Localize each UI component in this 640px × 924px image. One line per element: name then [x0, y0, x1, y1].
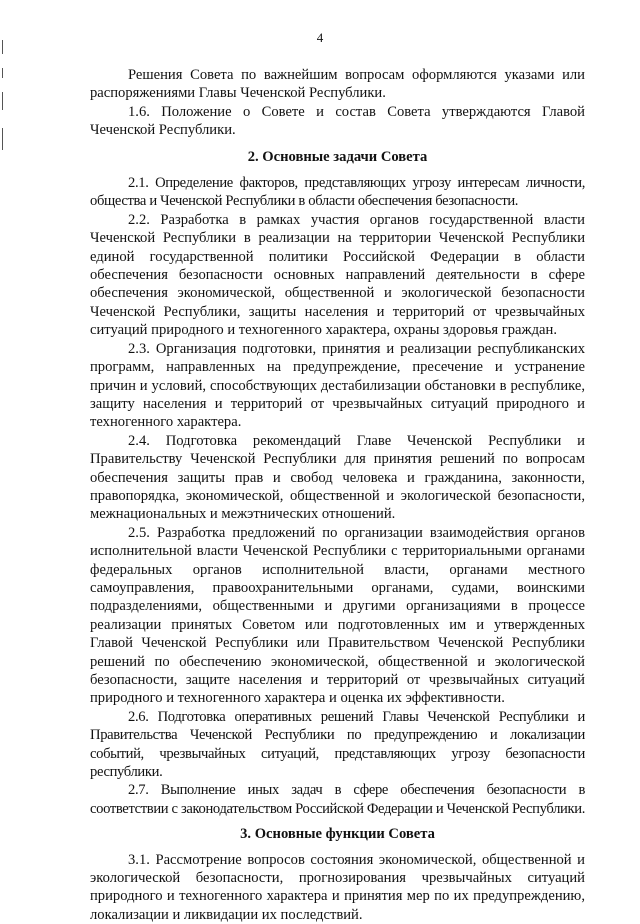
scan-margin-mark	[2, 40, 3, 54]
page-number: 4	[316, 30, 324, 45]
scan-margin-mark	[2, 68, 3, 78]
paragraph-1-6: 1.6. Положение о Совете и состав Совета утверждаются Главой Чеченской Республики.	[90, 103, 585, 139]
paragraph-2-2: 2.2. Разработка в рамках участия органов государственной власти Чеченской Республики в реализации на территории Чеченской Республики единой государственной политики Российской Федерации в области обеспечения безопасности основных направлений деятельности в сфере обеспечения экономической, общественной и экологической безопасности Чеченской Республики, защиты населения и территорий от чрезвычайных ситуаций природного и техногенного характера, охраны здоровья граждан.	[90, 211, 585, 339]
scan-margin-mark	[2, 128, 3, 150]
paragraph-2-4: 2.4. Подготовка рекомендаций Главе Чеченской Республики и Правительству Чеченской Республики для принятия решений по вопросам обеспечения защиты прав и свобод человека и гражданина, законности, правопорядка, экономической, общественной и экологической безопасности, межнациональных и межэтнических отношений.	[90, 432, 585, 523]
section-heading-2: 2. Основные задачи Совета	[247, 148, 428, 165]
paragraph-decisions: Решения Совета по важнейшим вопросам оформляются указами или распоряжениями Главы Чеченской Республики.	[90, 67, 585, 102]
scan-margin-mark	[2, 92, 3, 110]
paragraph-3-1: 3.1. Рассмотрение вопросов состояния экономической, общественной и экологической безопасности, прогнозирования чрезвычайных ситуаций природного и техногенного характера и принятия мер по их предупреждению, локализации и ликвидации их последствий.	[90, 851, 585, 923]
paragraph-2-1: 2.1. Определение факторов, представляющих угрозу интересам личности, общества и Чеченской Республики в области обеспечения безопасности.	[90, 175, 585, 210]
paragraph-2-6: 2.6. Подготовка оперативных решений Главы Чеченской Республики и Правительства Чеченской Республики по предупреждению и локализации событий, чрезвычайных ситуаций, представляющих угрозу безопасности республики.	[90, 708, 585, 781]
section-heading-3: 3. Основные функции Совета	[240, 826, 435, 843]
document-body	[90, 66, 585, 924]
paragraph-2-7: 2.7. Выполнение иных задач в сфере обеспечения безопасности в соответствии с законодательством Российской Федерации и Чеченской Республики.	[90, 782, 585, 817]
paragraph-2-5: 2.5. Разработка предложений по организации взаимодействия органов исполнительной власти Чеченской Республики с территориальными органами федеральных органов исполнительной власти, органами местного самоуправления, правоохранительными органами, судами, воинскими подразделениями, общественными и другими организациями в процессе реализации принятых Советом или подготовленных им и утвержденных Главой Чеченской Республики или Правительством Чеченской Республики решений по обеспечению экономической, общественной и экологической безопасности, защите населения и территорий от чрезвычайных ситуаций природного и техногенного характера и оценка их эффективности.	[90, 524, 585, 707]
paragraph-2-3: 2.3. Организация подготовки, принятия и реализации республиканских программ, направленных на предупреждение, пресечение и устранение причин и условий, способствующих дестабилизации обстановки в республике, защиту населения и территорий от чрезвычайных ситуаций природного и техногенного характера.	[90, 340, 585, 431]
